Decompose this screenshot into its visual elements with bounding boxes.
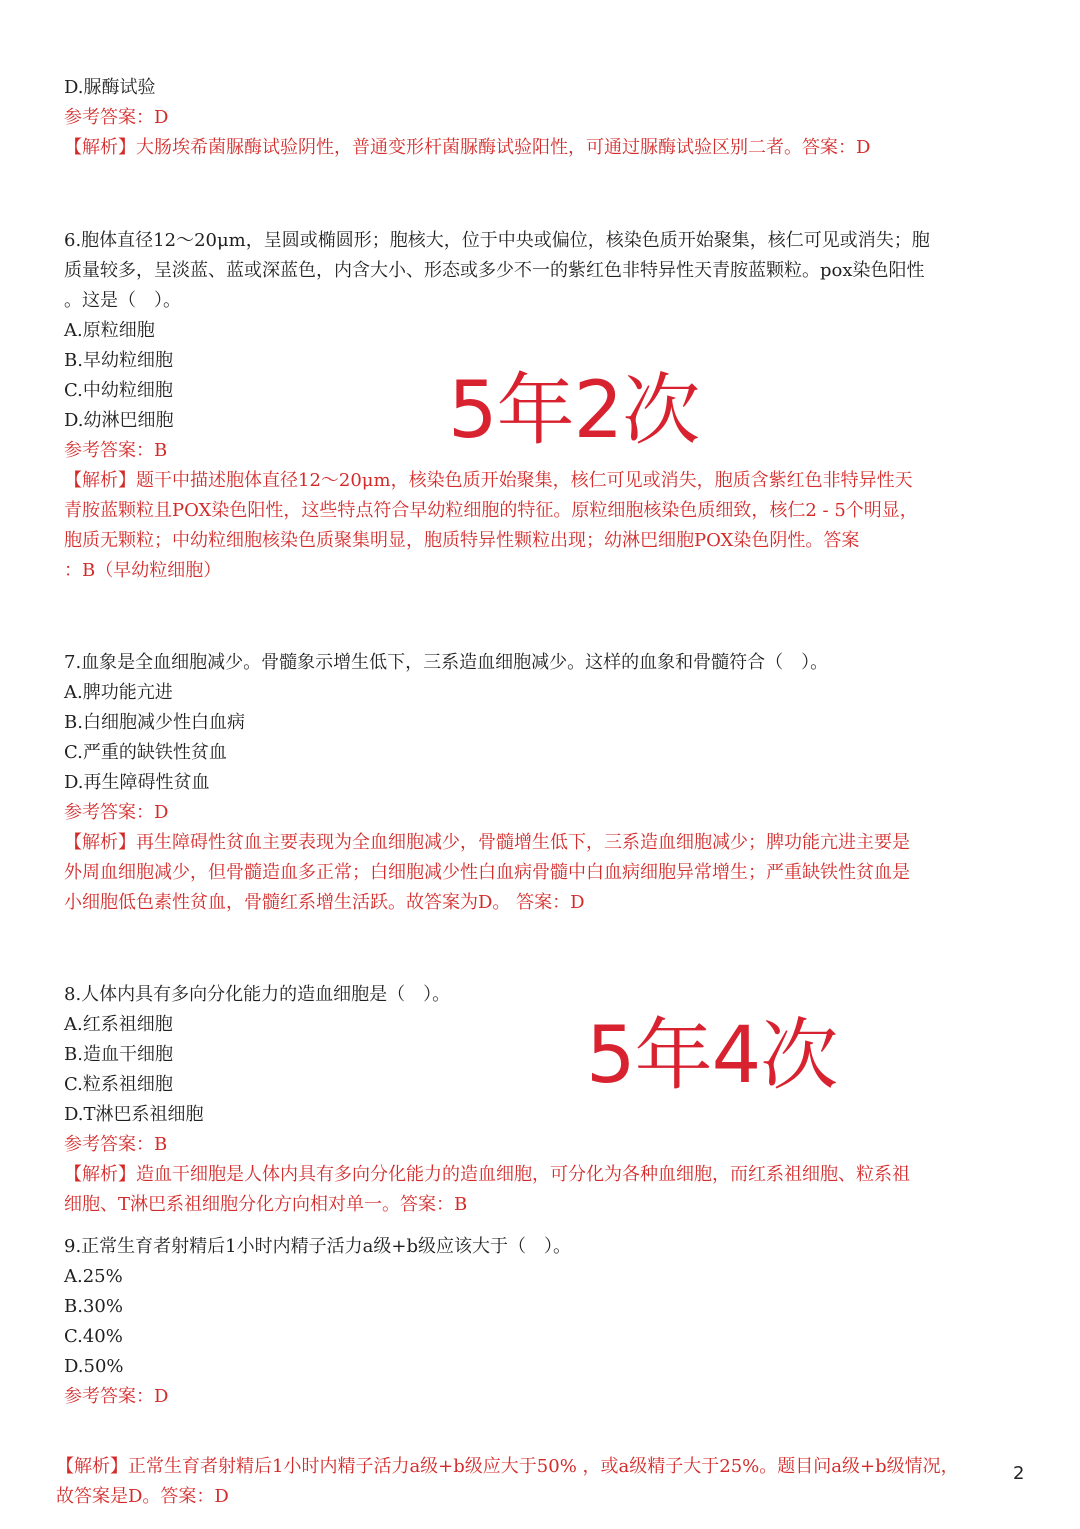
frequency-stamp-q8: 5年4次 [586,1011,838,1101]
q8-analysis-line-1: 【解析】造血干细胞是人体内具有多向分化能力的造血细胞，可分化为各种血细胞，而红系祖细胞、粒系祖 [64,1164,910,1185]
q9-option-c: C.40% [64,1326,123,1347]
q7-analysis-line-2: 外周血细胞减少，但骨髓造血多正常；白细胞减少性白血病骨髓中白血病细胞异常增生；严重缺铁性贫血是 [64,862,910,883]
q8-option-c: C.粒系祖细胞 [64,1074,173,1095]
q6-option-c: C.中幼粒细胞 [64,380,173,401]
q6-analysis-line-1: 【解析】题干中描述胞体直径12～20μm，核染色质开始聚集，核仁可见或消失，胞质含紫红色非特异性天 [64,470,913,491]
q7-option-b: B.白细胞减少性白血病 [64,712,245,733]
q6-option-a: A.原粒细胞 [64,320,155,341]
q6-stem-line-1: 6.胞体直径12～20μm，呈圆或椭圆形；胞核大，位于中央或偏位，核染色质开始聚集，核仁可见或消失；胞 [64,230,930,251]
q6-option-b: B.早幼粒细胞 [64,350,173,371]
q8-stem: 8.人体内具有多向分化能力的造血细胞是（ ）。 [64,984,451,1005]
q8-option-b: B.造血干细胞 [64,1044,173,1065]
frequency-stamp-q6: 5年2次 [448,366,700,456]
q6-analysis-line-4: ：B（早幼粒细胞） [64,560,222,581]
q5-answer: 参考答案：D [64,107,169,128]
q9-option-a: A.25% [64,1266,123,1287]
q8-answer: 参考答案：B [64,1134,168,1155]
q5-analysis: 【解析】大肠埃希菌脲酶试验阴性，普通变形杆菌脲酶试验阳性，可通过脲酶试验区别二者。答案：D [64,137,871,158]
q8-option-a: A.红系祖细胞 [64,1014,173,1035]
q7-option-a: A.脾功能亢进 [64,682,173,703]
q8-option-d: D.T淋巴系祖细胞 [64,1104,204,1125]
q7-analysis-line-1: 【解析】再生障碍性贫血主要表现为全血细胞减少，骨髓增生低下，三系造血细胞减少；脾功能亢进主要是 [64,832,910,853]
page-number: 2 [1013,1463,1025,1484]
q7-option-d: D.再生障碍性贫血 [64,772,210,793]
q6-analysis-line-3: 胞质无颗粒；中幼粒细胞核染色质聚集明显，胞质特异性颗粒出现；幼淋巴细胞POX染色阴性。答案 [64,530,860,551]
q6-stem-line-3: 。这是（ ）。 [64,290,181,311]
q9-analysis-line-1: 【解析】正常生育者射精后1小时内精子活力a级+b级应大于50% ，或a级精子大于25%。题目问a级+b级情况， [56,1456,959,1477]
q9-option-d: D.50% [64,1356,124,1377]
q9-stem: 9.正常生育者射精后1小时内精子活力a级+b级应该大于（ ）。 [64,1236,571,1257]
q7-option-c: C.严重的缺铁性贫血 [64,742,227,763]
q6-option-d: D.幼淋巴细胞 [64,410,174,431]
q6-stem-line-2: 质量较多，呈淡蓝、蓝或深蓝色，内含大小、形态或多少不一的紫红色非特异性天青胺蓝颗粒。pox染色阳性 [64,260,925,281]
q6-answer: 参考答案：B [64,440,168,461]
q7-answer: 参考答案：D [64,802,169,823]
q9-option-b: B.30% [64,1296,123,1317]
q7-analysis-line-3: 小细胞低色素性贫血，骨髓红系增生活跃。故答案为D。 答案：D [64,892,585,913]
q8-analysis-line-2: 细胞、T淋巴系祖细胞分化方向相对单一。答案：B [64,1194,468,1215]
q9-answer: 参考答案：D [64,1386,169,1407]
q6-analysis-line-2: 青胺蓝颗粒且POX染色阳性，这些特点符合早幼粒细胞的特征。原粒细胞核染色质细致，核仁2 - 5个明显， [64,500,918,521]
q9-analysis-line-2: 故答案是D。答案：D [56,1486,229,1507]
q5-option-d: D.脲酶试验 [64,77,156,98]
q7-stem: 7.血象是全血细胞减少。骨髓象示增生低下，三系造血细胞减少。这样的血象和骨髓符合（ ）。 [64,652,829,673]
